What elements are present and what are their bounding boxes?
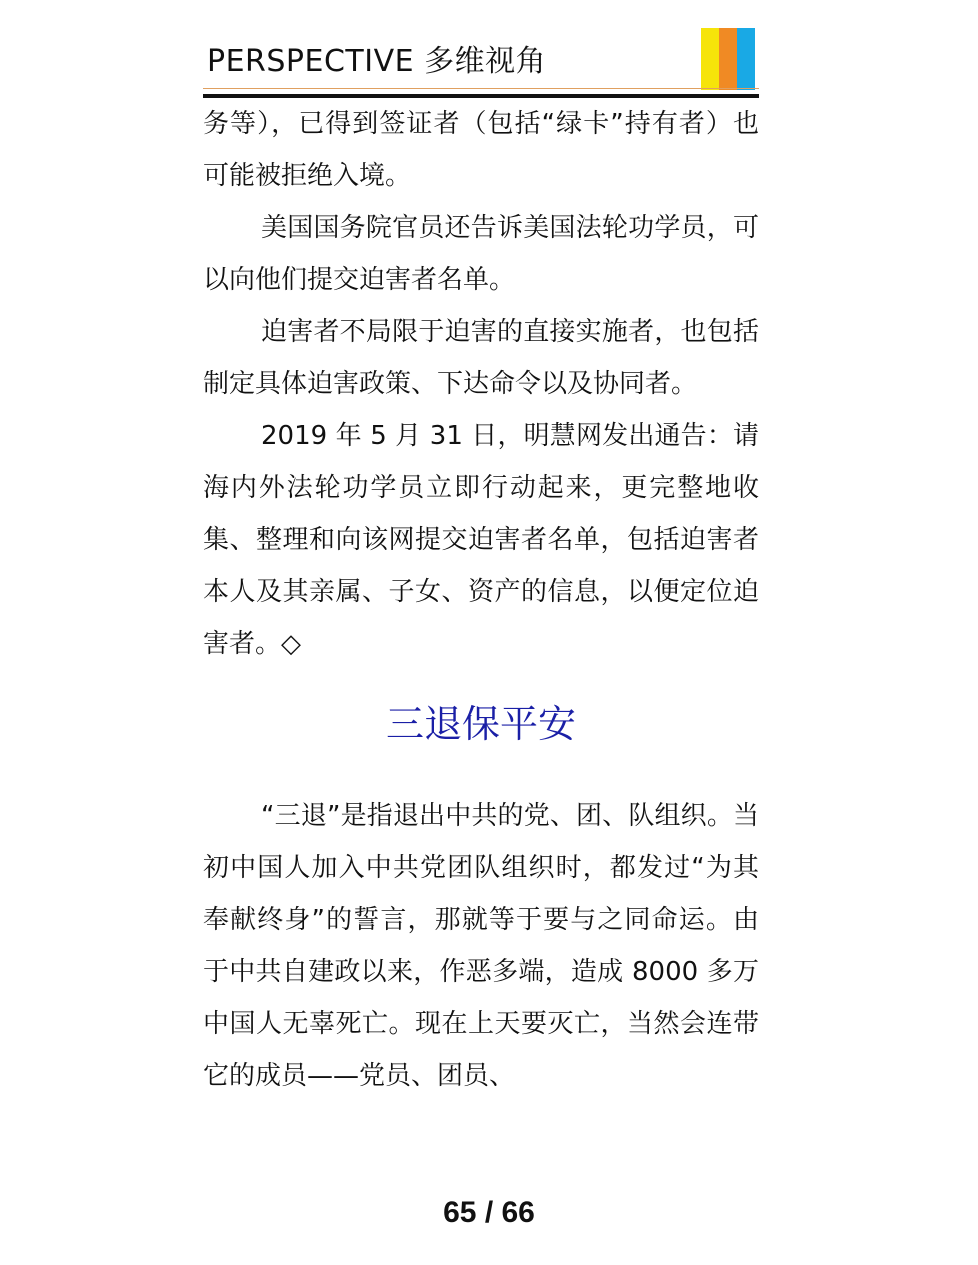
yellow-bar: [701, 28, 719, 90]
blue-bar: [737, 28, 755, 90]
header-divider-thin: [203, 88, 759, 89]
paragraph: “三退”是指退出中共的党、团、队组织。当初中国人加入中共党团队组织时，都发过“为其奉献终身”的誓言，那就等于要与之同命运。由于中共自建政以来，作恶多端，造成 8000 多万中国人无辜死亡。现在上天要灭亡，当然会连带它的成员——党员、团员、: [203, 801, 759, 1091]
header-color-bars: [701, 28, 755, 90]
section-heading: 三退保平安: [385, 702, 576, 746]
paragraph: 务等），已得到签证者（包括“绿卡”持有者）也可能被拒绝入境。: [203, 109, 759, 191]
header-title: PERSPECTIVE 多维视角: [207, 44, 547, 79]
paragraph: 2019 年 5 月 31 日，明慧网发出通告：请海内外法轮功学员立即行动起来，更完整地收集、整理和向该网提交迫害者名单，包括迫害者本人及其亲属、子女、资产的信息，以便定位迫害者。◇: [203, 421, 759, 659]
page-header: [203, 28, 759, 98]
paragraph: 迫害者不局限于迫害的直接实施者，也包括制定具体迫害政策、下达命令以及协同者。: [203, 317, 759, 399]
orange-bar: [719, 28, 737, 90]
paragraph: 美国国务院官员还告诉美国法轮功学员，可以向他们提交迫害者名单。: [203, 213, 759, 295]
page-number: 65 / 66: [443, 1196, 535, 1229]
article-body: [203, 98, 759, 1102]
